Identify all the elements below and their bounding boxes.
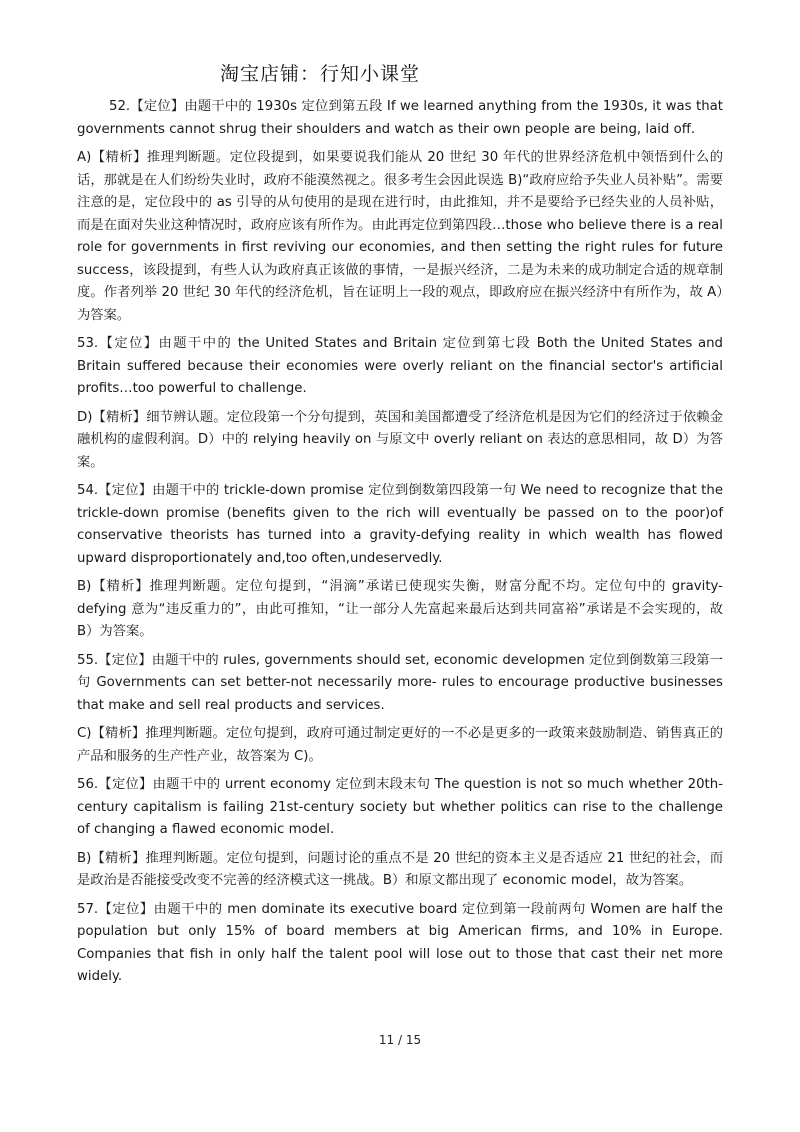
paragraph-q52-locate: 52.【定位】由题干中的 1930s 定位到第五段 If we learned anything from the 1930s, it was that governments cannot shrug their shoulders and watch as their own people are being, laid off. (77, 99, 723, 137)
paragraph-q54-analysis: B)【精析】推理判断题。定位句提到，“涓滴”承诺已使现实失衡，财富分配不均。定位句中的 gravity- defying 意为“违反重力的”，由此可推知，“让一部分人先富起来最后达到共同富裕”承诺是不会实现的，故 B）为答案。 (77, 579, 723, 639)
paragraph-q53-locate: 53.【定位】由题干中的 the United States and Britain 定位到第七段 Both the United States and Britain suffered because their economies were overly reliant on the financial sector's artificial profits…too powerful to challenge. (77, 336, 723, 396)
paragraph-q56-analysis: B)【精析】推理判断题。定位句提到，问题讨论的重点不是 20 世纪的资本主义是否适应 21 世纪的社会，而是政治是否能接受改变不完善的经济模式这一挑战。B）和原文都出现了 economic model，故为答案。 (77, 850, 723, 888)
page-header: 淘宝店铺：行知小课堂 (220, 63, 421, 85)
paragraph-q55-analysis: C)【精析】推理判断题。定位句提到，政府可通过制定更好的一不必是更多的一政策来鼓励制造、销售真正的产品和服务的生产性产业，故答案为 C)。 (77, 726, 723, 764)
paragraph-q57-locate: 57.【定位】由题干中的 men dominate its executive board 定位到第一段前两句 Women are half the population but only 15% of board members at big American firms, and 10% in Europe. Companies that fish in only half the talent pool will lose out to those that cast their net more widely. (77, 901, 723, 984)
document-body (77, 96, 723, 995)
paragraph-q54-locate: 54.【定位】由题干中的 trickle-down promise 定位到倒数第四段第一句 We need to recognize that the trickle-down promise (benefits given to the rich will eventually be passed on to the poor)of conservative theorists has turned into a gravity-defying reality in which wealth has flowed upward disproportionately and,too often,undeservedly. (77, 483, 723, 566)
paragraph-q52-analysis: A)【精析】推理判断题。定位段提到，如果要说我们能从 20 世纪 30 年代的世界经济危机中领悟到什么的话，那就是在人们纷纷失业时，政府不能漠然视之。很多考生会因此误选 B)“政府应给予失业人员补贴”。需要注意的是，定位段中的 as 引导的从句使用的是现在进行时，由此推知，并不是要给予已经失业的人员补贴，而是在面对失业这种情况时，政府应该有所作为。由此再定位到第四段…those who believe there is a real role for governments in first reviving our economies, and then setting the right rules for future success，该段提到，有些人认为政府真正该做的事情，一是振兴经济，二是为未来的成功制定合适的规章制度。作者列举 20 世纪 30 年代的经济危机，旨在证明上一段的观点，即政府应在振兴经济中有所作为，故 A）为答案。 (77, 150, 723, 323)
page-number: 11 / 15 (378, 1033, 422, 1047)
paragraph-q53-analysis: D)【精析】细节辨认题。定位段第一个分句提到，英国和美国都遭受了经济危机是因为它们的经济过于依赖金融机构的虚假利润。D）中的 relying heavily on 与原文中 overly reliant on 表达的意思相同，故 D）为答案。 (77, 409, 723, 470)
paragraph-q56-locate: 56.【定位】由题干中的 urrent economy 定位到末段末句 The question is not so much whether 20th-century capitalism is failing 21st-century society but whether politics can rise to the challenge of changing a flawed economic model. (77, 777, 723, 837)
paragraph-q55-locate: 55.【定位】由题干中的 rules, governments should set, economic developmen 定位到倒数第三段第一句 Governments can set better-not necessarily more- rules to encourage productive businesses that make and sell real products and services. (77, 652, 723, 713)
